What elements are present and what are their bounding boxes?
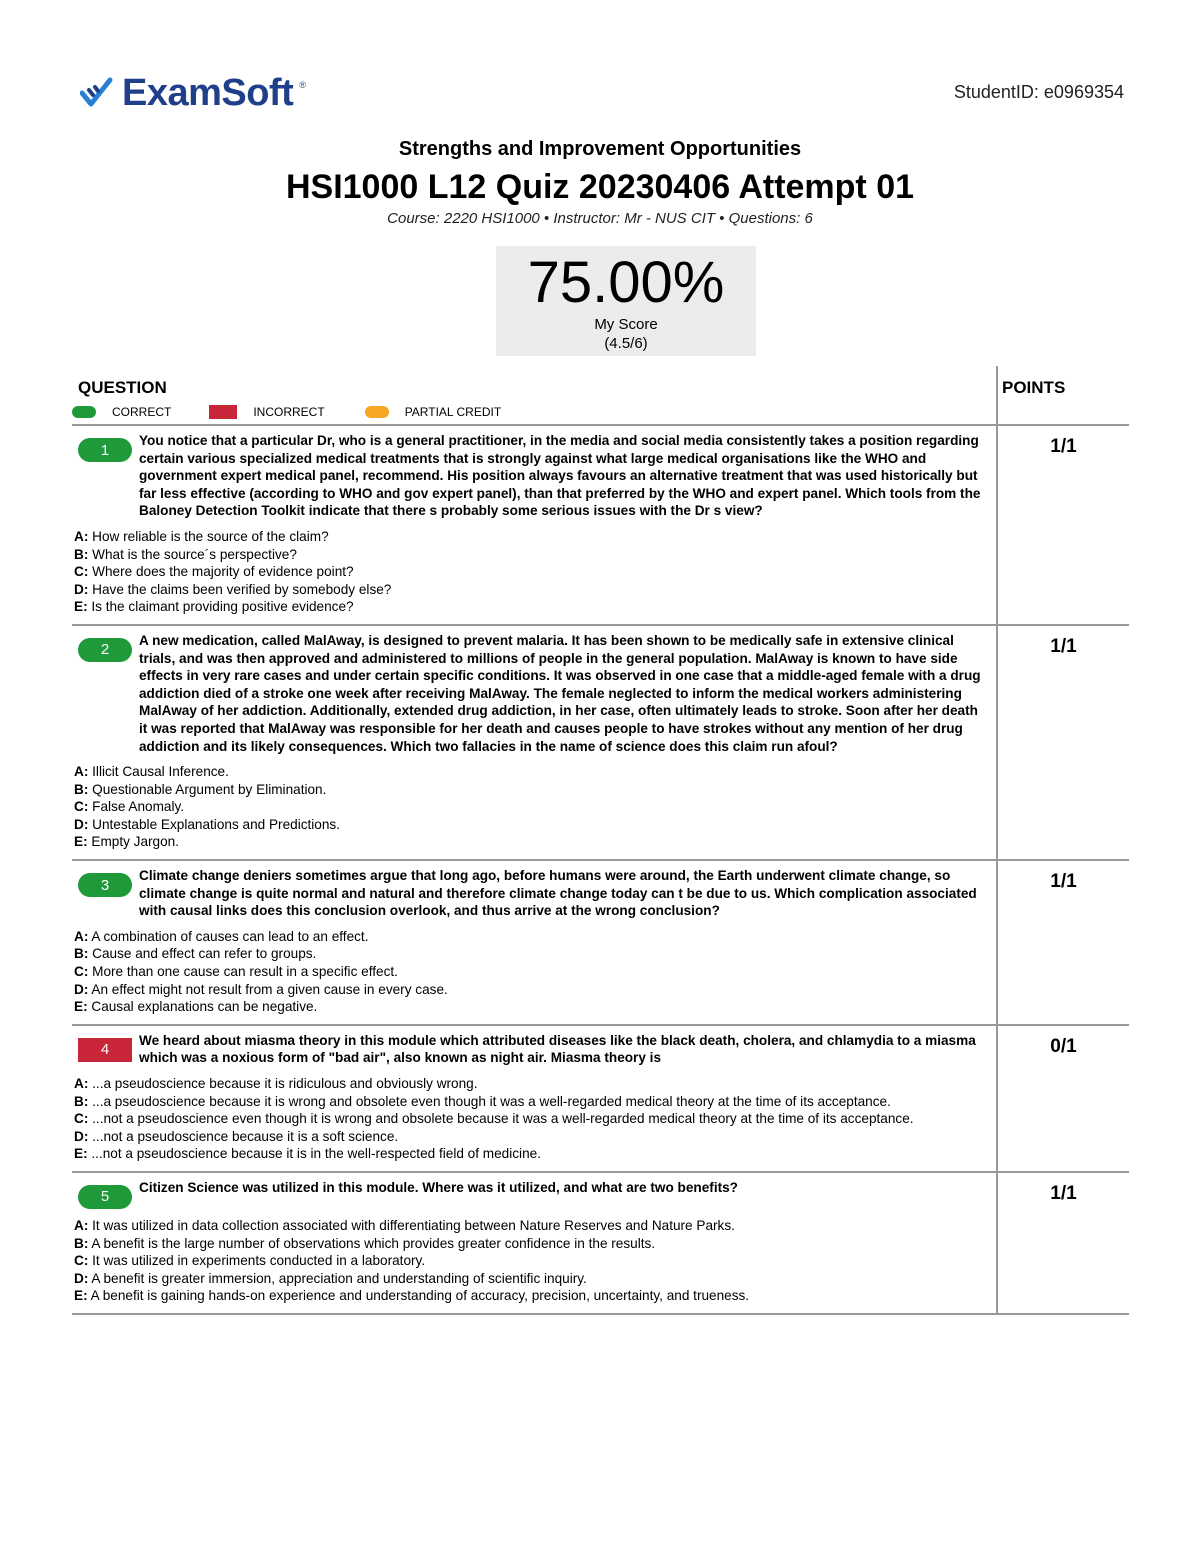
answer-option (74, 1110, 966, 1128)
answer-letter: A: (74, 928, 89, 944)
legend-partial-label: PARTIAL CREDIT (404, 405, 502, 419)
course-info: Course: 2220 HSI1000 • Instructor: Mr - NUS CIT • Questions: 6 (387, 210, 813, 227)
question-header-line (72, 432, 996, 520)
question-text: You notice that a particular Dr, who is a general practitioner, in the media and social media consistently takes a position regarding certain various specialized medical treatments that is strongly against what large medical organisations like the WHO and government expert medical panel, recommend. His position always favours an alternative treatment that was used historically but far less effective (according to WHO and gov expert panel), than that preferred by the WHO and expert panel. Which tools from the Baloney Detection Toolkit indicate that there s probably some serious issues with the Dr s view? (139, 433, 981, 519)
answer-letter: E: (74, 1146, 88, 1162)
answer-option (74, 816, 966, 834)
answer-option (74, 1270, 966, 1288)
answer-letter: D: (74, 581, 89, 597)
logo-wordmark: ExamSoft (122, 72, 294, 114)
answer-list (72, 1217, 996, 1305)
answer-letter: E: (74, 599, 88, 615)
answer-letter: E: (74, 1288, 88, 1304)
question-cell (72, 1026, 998, 1171)
badge-wrap (72, 432, 139, 520)
question-number-badge: 2 (78, 638, 132, 662)
answer-letter: D: (74, 1128, 89, 1144)
answer-letter: C: (74, 564, 89, 580)
answer-text: A benefit is gaining hands-on experience and understanding of accuracy, precision, uncertainty, and trueness. (90, 1288, 750, 1304)
answer-text: A benefit is greater immersion, appreciation and understanding of scientific inquiry. (91, 1270, 587, 1286)
answer-text: Cause and effect can refer to groups. (92, 946, 317, 962)
badge-wrap (72, 1179, 139, 1209)
answer-text: ...not a pseudoscience even though it is wrong and obsolete because it was a well-regarded medical theory at the time of its acceptance. (92, 1111, 914, 1127)
legend-incorrect-label: INCORRECT (253, 405, 325, 419)
question-number-badge: 3 (78, 873, 132, 897)
question-row (72, 626, 1129, 861)
answer-text: Empty Jargon. (91, 834, 180, 850)
answer-option (74, 1075, 966, 1093)
answer-option (74, 546, 966, 564)
answer-option (74, 563, 966, 581)
question-header-cell (72, 366, 998, 424)
badge-wrap (72, 1032, 139, 1067)
score-box (496, 246, 756, 356)
answer-text: ...not a pseudoscience because it is a soft science. (92, 1128, 399, 1144)
answer-letter: A: (74, 764, 89, 780)
question-cell (72, 861, 998, 1024)
answer-text: It was utilized in data collection associated with differentiating between Nature Reserves and Nature Parks. (92, 1217, 735, 1233)
answer-text: Is the claimant providing positive evidence? (91, 599, 354, 615)
answer-letter: A: (74, 528, 89, 544)
question-points: 1/1 (1050, 1182, 1077, 1204)
answer-option (74, 598, 966, 616)
answer-text: More than one cause can result in a specific effect. (92, 964, 398, 980)
question-points: 1/1 (1050, 871, 1077, 893)
incorrect-swatch (209, 405, 237, 419)
answer-letter: B: (74, 1093, 89, 1109)
answer-letter: B: (74, 781, 89, 797)
answer-letter: A: (74, 1217, 89, 1233)
answer-letter: D: (74, 1270, 89, 1286)
answer-option (74, 833, 966, 851)
answer-option (74, 581, 966, 599)
report-subtitle: Strengths and Improvement Opportunities (398, 138, 802, 160)
question-number-badge: 5 (78, 1185, 132, 1209)
answer-option (74, 1235, 966, 1253)
legend-correct (72, 405, 171, 419)
score-value: 75.00% (527, 250, 725, 315)
answer-text: How reliable is the source of the claim? (92, 528, 329, 544)
question-row (72, 1173, 1129, 1315)
answer-letter: C: (74, 1111, 89, 1127)
answer-option (74, 1252, 966, 1270)
answer-text: ...a pseudoscience because it is ridiculous and obviously wrong. (92, 1076, 478, 1091)
answer-text: Where does the majority of evidence point? (92, 564, 354, 580)
correct-swatch (72, 406, 96, 418)
answer-option (74, 1128, 966, 1146)
answer-text: Questionable Argument by Elimination. (92, 781, 327, 797)
answer-letter: C: (74, 964, 89, 980)
answer-list (72, 528, 996, 616)
answer-letter: C: (74, 799, 89, 815)
answer-option (74, 1287, 966, 1305)
answer-letter: A: (74, 1076, 89, 1091)
answer-letter: E: (74, 999, 88, 1015)
answer-text: An effect might not result from a given cause in every case. (91, 981, 448, 997)
badge-wrap (72, 632, 139, 755)
table-header (72, 366, 1129, 426)
logo-trademark: ® (299, 80, 306, 90)
answer-text: ...not a pseudoscience because it is in the well-respected field of medicine. (91, 1146, 541, 1162)
question-cell (72, 1173, 998, 1313)
answer-text: False Anomaly. (92, 799, 185, 815)
question-number-badge: 4 (78, 1038, 132, 1062)
answer-text: Untestable Explanations and Predictions. (92, 816, 341, 832)
answer-text: Causal explanations can be negative. (91, 999, 318, 1015)
answer-option (74, 528, 966, 546)
answer-text: What is the source´s perspective? (92, 546, 297, 562)
answer-text: Illicit Causal Inference. (92, 764, 229, 780)
question-header: QUESTION (78, 378, 167, 397)
badge-wrap (72, 867, 139, 920)
question-text: We heard about miasma theory in this module which attributed diseases like the black death, cholera, and chlamydia to a miasma which was a noxious form of "bad air", also known as night air. Miasma theory is (139, 1032, 976, 1066)
report-title: HSI1000 L12 Quiz 20230406 Attempt 01 (285, 168, 915, 206)
legend-correct-label: CORRECT (112, 405, 172, 419)
answer-letter: E: (74, 834, 88, 850)
answer-text: ...a pseudoscience because it is wrong and obsolete even though it was a well-regarded medical theory at the time of its acceptance. (92, 1093, 891, 1109)
question-cell (72, 426, 998, 624)
question-row (72, 426, 1129, 626)
answer-text: Have the claims been verified by somebody else? (92, 581, 392, 597)
answer-letter: B: (74, 546, 89, 562)
legend (72, 405, 996, 419)
answer-list (72, 763, 996, 851)
answer-option (74, 781, 966, 799)
answer-letter: D: (74, 816, 89, 832)
answer-option (74, 928, 966, 946)
answer-option (74, 1217, 966, 1235)
answer-option (74, 1093, 966, 1111)
score-detail: (4.5/6) (604, 335, 648, 352)
answer-letter: B: (74, 1235, 89, 1251)
answer-letter: D: (74, 981, 89, 997)
checkmark-logo-icon (80, 77, 116, 111)
answer-letter: B: (74, 946, 89, 962)
question-points: 1/1 (1050, 635, 1077, 657)
answer-list (72, 1075, 996, 1163)
question-row (72, 1026, 1129, 1173)
answer-letter: C: (74, 1253, 89, 1269)
legend-incorrect (209, 405, 324, 419)
legend-partial (365, 405, 501, 419)
question-cell (72, 626, 998, 859)
question-points: 1/1 (1050, 436, 1077, 457)
answer-option (74, 981, 966, 999)
points-header: POINTS (1002, 378, 1066, 397)
question-text: Citizen Science was utilized in this module. Where was it utilized, and what are two benefits? (139, 1179, 738, 1195)
question-text: Climate change deniers sometimes argue that long ago, before humans were around, the Earth underwent climate change, so climate change is quite normal and natural and therefore climate change today can t be due to us. Which complication associated with causal links does this conclusion overlook, and thus arrive at the wrong conclusion? (139, 868, 977, 919)
answer-option (74, 963, 966, 981)
answer-option (74, 1145, 966, 1163)
answer-option (74, 763, 966, 781)
question-text: A new medication, called MalAway, is designed to prevent malaria. It has been shown to be medically safe in extensive clinical trials, and was then approved and administered to millions of people in the general population. MalAway is known to have side effects in very rare cases and under certain specific conditions. It was observed in one case that a middle-aged female with a drug addiction died of a stroke one week after receiving MalAway. The female neglected to inform the medical workers administering MalAway of her addiction. Additionally, extended drug addiction, in her case, often ultimately leads to stroke. Soon after her death it was reported that MalAway was responsible for her death and causes people to have strokes without any mention of her drug addiction and its likely consequences. Which two fallacies in the name of science does this claim run afoul? (139, 632, 981, 754)
question-header-line (72, 632, 996, 755)
question-list (72, 426, 1129, 1315)
answer-option (74, 945, 966, 963)
question-number-badge: 1 (78, 438, 132, 462)
question-row (72, 861, 1129, 1026)
answer-text: It was utilized in experiments conducted in a laboratory. (92, 1253, 426, 1269)
answer-list (72, 928, 996, 1016)
answer-option (74, 998, 966, 1016)
answer-text: A combination of causes can lead to an effect. (91, 928, 369, 944)
question-header-line (72, 1179, 996, 1209)
question-header-line (72, 867, 996, 920)
answer-option (74, 798, 966, 816)
score-label: My Score (594, 316, 658, 333)
answer-text: A benefit is the large number of observations which provides greater confidence in the results. (91, 1235, 656, 1251)
student-id: StudentID: e0969354 (953, 82, 1124, 102)
results-table (72, 366, 1129, 1315)
partial-swatch (365, 406, 389, 418)
question-header-line (72, 1032, 996, 1067)
examsoft-logo (80, 72, 306, 115)
question-points: 0/1 (1050, 1035, 1077, 1057)
